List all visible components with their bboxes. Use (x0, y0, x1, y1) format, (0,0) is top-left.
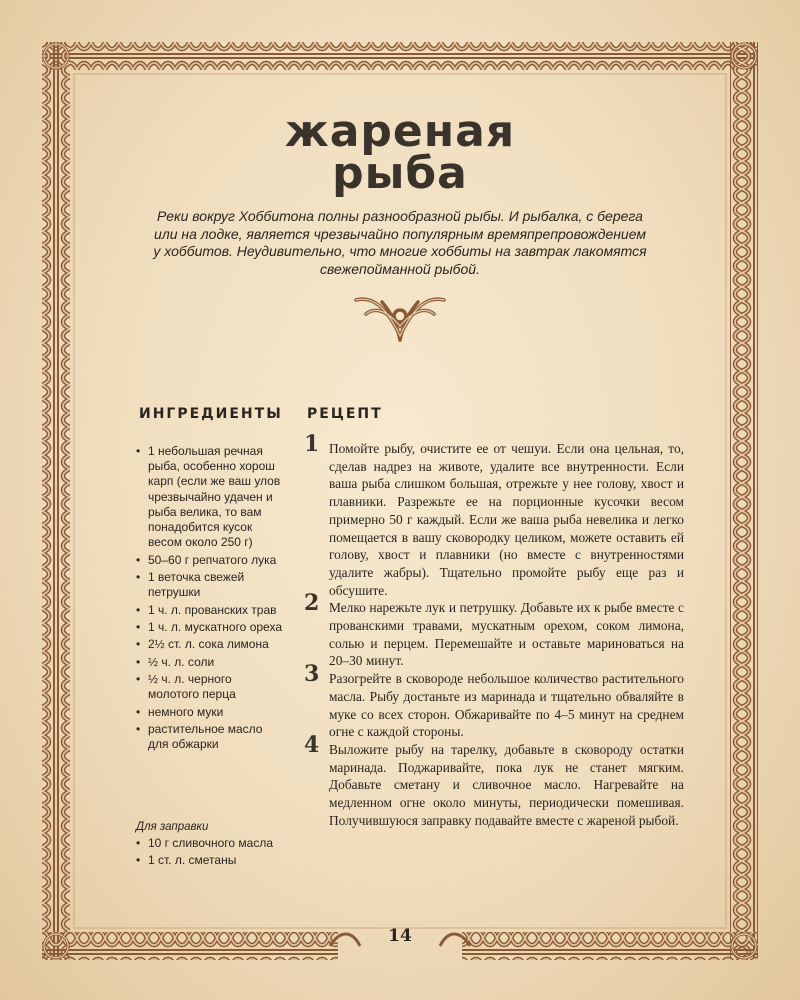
step-text: Разогрейте в сковороде небольшое количество растительного масла. Рыбу достаньте из маринада и тщательно обваляйте в муке со всех сторон. Обжаривайте по 4–5 минут на среднем огне с каждой стороны. (329, 671, 684, 740)
step-number: 2 (304, 590, 320, 617)
ingredient-item: • 1 ч. л. прованских трав (136, 602, 277, 617)
page-title-line-2: рыба (332, 148, 468, 199)
frame-bottom-right (462, 932, 758, 960)
recipe-step (304, 431, 684, 599)
ingredient-item: • ½ ч. л. соли (136, 654, 215, 669)
ingredient-item: • немного муки (136, 704, 224, 719)
recipe-step (304, 731, 684, 830)
ingredient-item: • 50–60 г репчатого лука (136, 552, 277, 567)
ingredients-list (132, 444, 282, 755)
dressing-list (132, 836, 282, 871)
recipe-step (304, 590, 684, 670)
ingredient-item: • 1 небольшая речная рыба, особенно хорош карп (если же ваш улов чрезвычайно удачен и рыба велика, то вам понадобится кусок весом около 250 г) (136, 444, 281, 550)
step-number: 1 (304, 431, 320, 457)
ingredient-item: • 2½ ст. л. сока лимона (136, 637, 269, 652)
recipe-heading: РЕЦЕПТ (307, 406, 383, 422)
frame-bottom-left (42, 932, 338, 960)
celtic-knot-ornament (352, 292, 448, 346)
page-title-line-1: жареная (284, 106, 516, 157)
ingredient-item: • 1 ч. л. мускатного ореха (136, 619, 282, 634)
recipe-steps (304, 431, 684, 829)
dressing-label: Для заправки (136, 821, 209, 833)
step-text: Мелко нарежьте лук и петрушку. Добавьте их к рыбе вместе с прованскими травами, мускатным орехом, соком лимона, солью и перцем. Перемешайте и оставьте мариноваться на 20–30 минут. (329, 600, 684, 669)
frame-right (730, 42, 758, 960)
recipe-step (304, 661, 684, 741)
ingredients-heading: ИНГРЕДИЕНТЫ (139, 406, 283, 422)
step-number: 4 (304, 731, 320, 758)
intro-paragraph: Реки вокруг Хоббитона полны разнообразной рыбы. И рыбалка, с берега или на лодке, является чрезвычайно популярным времяпрепровождением у хоббитов. Неудивительно, что многие хоббиты на завтрак лакомятся свежепойманной рыбой. (153, 208, 647, 277)
step-text: Выложите рыбу на тарелку, добавьте в сковороду остатки маринада. Поджаривайте, пока лук не станет мягким. Добавьте сметану и сливочное масло. Нагревайте на медленном огне около минуты, периодически помешивая. Получившуюся заправку подавайте вместе с жареной рыбой. (329, 741, 684, 828)
frame-top (42, 42, 758, 70)
step-number: 3 (304, 661, 320, 688)
dressing-item: • 1 ст. л. сметаны (136, 853, 237, 868)
step-text: Помойте рыбу, очистите ее от чешуи. Если она цельная, то, сделав надрез на животе, удалите все внутренности. Если ваша рыба слишком большая, отрежьте у нее голову, хвост и плавники. Разрежьте ее на порционные кусочки весом примерно 50 г каждый. Если же ваша рыба невелика и легко помещается в вашу сковородку целиком, можете оставить ей голову, хвост и плавники (но вместе с внутренностями удалите жабры). Тщательно промойте рыбу еще раз и обсушите. (329, 441, 684, 598)
frame-left (42, 42, 70, 960)
ingredient-item: • 1 веточка свежей петрушки (136, 570, 245, 600)
dressing-item: • 10 г сливочного масла (136, 836, 274, 850)
ingredient-item: • ½ ч. л. черного молотого перца (136, 672, 236, 702)
page-number: 14 (388, 926, 412, 946)
ingredient-item: • растительное масло для обжарки (136, 722, 263, 752)
